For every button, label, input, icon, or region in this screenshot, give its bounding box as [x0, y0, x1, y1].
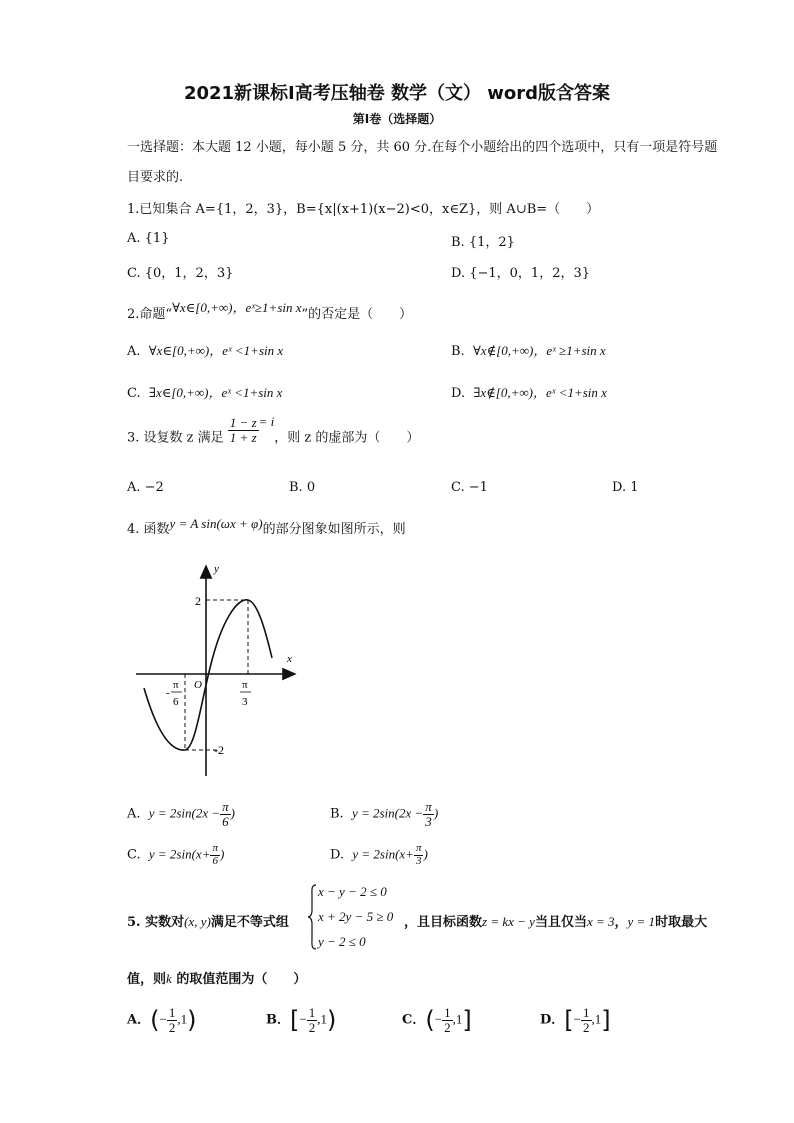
- y-axis-label: y: [214, 563, 219, 575]
- q3-fraction: $\frac{1 - z}{1 + z}$: [229, 415, 257, 445]
- ineq-3: y − 2 ≤ 0: [318, 934, 366, 949]
- q5-stem-right: ，且目标函数z = kx − y当且仅当x = 3，y = 1时取最大: [404, 914, 708, 930]
- intro-line-1: 一选择题：本大题 12 小题，每小题 5 分，共 60 分.在每个小题给出的四个选项中，只有一项是符号题: [127, 140, 718, 155]
- y-max-label: 2: [195, 594, 201, 608]
- q5-stem-line2: 值，则k 的取值范围为（ ）: [127, 971, 307, 987]
- q5-option-d: D．[− $\frac{1}{2}$ ,1]: [540, 1005, 611, 1035]
- document-title: 2021新课标Ⅰ高考压轴卷 数学（文） word版含答案: [183, 83, 611, 104]
- q4-option-d: D. y = 2sin(x+ $\frac{\pi}{3}$ ): [330, 842, 428, 867]
- y-min-label: -2: [214, 743, 224, 757]
- x-right-den: 3: [242, 696, 248, 708]
- intro-line-2: 目要求的.: [127, 170, 184, 185]
- q4-stem: 4. 函数y = A sin(ωx + φ)的部分图象如图所示，则: [127, 516, 406, 537]
- q3-option-c: C. −1: [451, 480, 488, 495]
- q3-stem: 3. 设复数 z 满足 $\frac{1 - z}{1 + z}$ = i，则 z 的虚部为（ ）: [127, 413, 420, 446]
- section-title: 第Ⅰ卷（选择题）: [352, 112, 442, 126]
- q5-option-a: A．(− $\frac{1}{2}$ ,1): [127, 1005, 197, 1035]
- q4-option-c: C. y = 2sin(x+ $\frac{\pi}{6}$ ): [127, 842, 225, 867]
- q1-option-a: A. {1}: [127, 231, 170, 246]
- q1-option-c: C. {0，1，2，3}: [127, 266, 234, 281]
- q1-option-d: D. {−1，0，1，2，3}: [451, 266, 591, 281]
- q2-stem-pre: 2.命题“: [127, 307, 173, 322]
- q1-option-b: B. {1，2}: [451, 235, 515, 250]
- q4-option-a: A. y = 2sin(2x − $\frac{\pi}{6}$ ): [127, 799, 235, 829]
- x-left-den: 6: [173, 696, 179, 708]
- q2-stem: [127, 300, 413, 322]
- q2-option-a: A. ∀x∈[0,+∞)，eˣ <1+sin x: [127, 343, 284, 359]
- x-right-num: π: [242, 679, 248, 691]
- ineq-2: x + 2y − 5 ≥ 0: [318, 909, 394, 924]
- system-brace: [307, 884, 317, 950]
- ineq-1: x − y − 2 ≤ 0: [318, 884, 387, 899]
- x-left-sign: -: [166, 687, 170, 699]
- sine-curve: [144, 600, 272, 750]
- q2-option-d: D. ∃x∉[0,+∞)，eˣ <1+sin x: [451, 385, 607, 401]
- q3-option-b: B. 0: [289, 480, 316, 495]
- q3-option-d: D. 1: [612, 480, 639, 495]
- x-axis-label: x: [287, 653, 292, 665]
- q1-stem: 1.已知集合 A={1，2，3}，B={x|(x+1)(x−2)<0，x∈Z}，则 A∪B=（ ）: [127, 202, 600, 217]
- q3-option-a: A. −2: [127, 480, 164, 495]
- sine-graph: [130, 558, 305, 783]
- q4-option-b: B. y = 2sin(2x − $\frac{\pi}{3}$ ): [330, 799, 439, 829]
- q2-option-c: C. ∃x∈[0,+∞)，eˣ <1+sin x: [127, 385, 283, 401]
- x-left-num: π: [173, 679, 179, 691]
- q5-option-c: C．(− $\frac{1}{2}$ ,1]: [402, 1005, 472, 1035]
- q2-stem-math: ∀x∈[0,+∞)，eˣ≥1+sin x: [172, 300, 302, 315]
- q5-stem-left: 5. 实数对(x, y)满足不等式组: [127, 914, 289, 930]
- origin-label: O: [194, 679, 202, 691]
- q2-stem-post: ”的否定是（ ）: [301, 307, 413, 322]
- q2-option-b: B. ∀x∉[0,+∞)，eˣ ≥1+sin x: [451, 343, 606, 359]
- q5-option-b: B．[− $\frac{1}{2}$ ,1): [266, 1005, 337, 1035]
